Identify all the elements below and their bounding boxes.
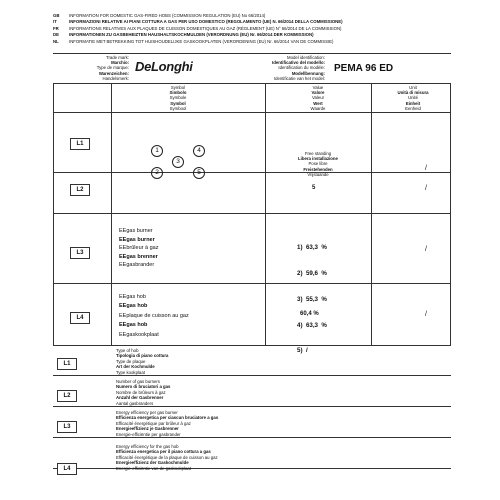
row-value-l2: 5 xyxy=(312,185,316,191)
row-unit-l4: / xyxy=(425,311,427,318)
note-text-l2: Number of gas burners Numero di bruciatori a gas Nombre de brûleurs à gaz Anzahl der Gasbrenner Aantal gasbranders xyxy=(116,379,171,406)
burner-5-marker: 5 xyxy=(193,167,205,179)
burner-3-marker: 3 xyxy=(172,156,184,168)
energy-info-sheet xyxy=(53,0,451,500)
header-line-nl: NL INFORMATIE MET BETREKKING TOT HUISHOUDELIJKE GASKOOKPLATEN (VERORDENING (EU) Nr. 66/2014 VAN DE COMMISSIE) xyxy=(53,38,334,44)
model-value: PEMA 96 ED xyxy=(334,63,394,74)
row-unit-l1: / xyxy=(425,165,427,172)
header-line-gb: GB INFORMATION FOR DOMESTIC GAS-FIRED HOBS (COMMISSION REGULATION (EU) No 66/2014) xyxy=(53,13,266,18)
row-code-l4: L4 xyxy=(70,312,90,324)
burner-1-marker: 1 xyxy=(151,145,163,157)
legend-notes xyxy=(53,348,451,498)
note-text-l3: Energy efficiency per gas burner Efficienza energetica per ciascun bruciatore a gas Efficacité énergétique par brûleur à gaz Energieeffizienz je Gasbrenner Energie-efficiëntie per gasbrander xyxy=(116,410,219,437)
burner-4-marker: 4 xyxy=(193,145,205,157)
col-symbol-header: Symbol Simbolo Symbole Symbol Symbool xyxy=(169,85,187,111)
note-code-l3: L3 xyxy=(57,421,77,433)
burner-layout-diagram xyxy=(151,145,211,185)
note-code-l4: L4 xyxy=(57,463,77,475)
row-value-l1: Free standing Libera installazione Pose libre Freistehenden Vrijstaande xyxy=(298,151,338,177)
note-text-l1: Type of hob Tipologia di piano cottura Type de plaque Art der Kochmulde Type kookplaat xyxy=(116,348,169,375)
header-line-fr: FR INFORMATIONS RELATIVES AUX PLAQUES DE CUISSON DOMESTIQUES AU GAZ (RÈGLEMENT (UE) N° 66/2014 DE LA COMMISSION) xyxy=(53,25,342,31)
note-code-l1: L1 xyxy=(57,358,77,370)
row-code-l1: L1 xyxy=(70,138,90,150)
header-block xyxy=(53,13,451,45)
col-unit-header: Unit Unità di misura Unité Einheit Eenheid xyxy=(397,85,429,111)
row-symbols-l4: EEgas hob EEgas hob EEplaque de cuisson au gaz EEgas hob EEgaskookplaat xyxy=(119,294,189,338)
brand-logo: DeLonghi xyxy=(135,59,193,74)
trade-mark-labels: Trade mark: Marchio: Type de marque: Warenzeichen: Handelsmerk: xyxy=(96,55,129,81)
burner-2-marker: 2 xyxy=(151,167,163,179)
header-line-it: IT INFORMAZIONI RELATIVE AI PIANI COTTURA A GAS PER USO DOMESTICO (REGOLAMENTO (UE) N. 66/2014 DELLA COMMISSIONE) xyxy=(53,19,343,25)
row-value-l4: 60,4 % xyxy=(300,311,319,317)
col-value-header: Value Valore Valeur Wert Waarde xyxy=(310,85,326,111)
values-table xyxy=(53,83,451,355)
row-unit-l2: / xyxy=(425,185,427,192)
row-values-l3: 1) 63,3 % 2) 59,6 % 3) 55,3 % 4) 63,3 % 5) / xyxy=(297,244,327,355)
row-unit-l3: / xyxy=(425,246,427,253)
row-symbols-l3: EEgas burner EEgas burner EEbrûleur à gaz EEgas brenner EEgasbrander xyxy=(119,228,159,269)
header-line-de: DE INFORMATIONEN ZU GASBEHEIZTEN HAUSHALTSKOCHMULDEN (VERORDNUNG (EU) Nr. 66/2014 DER KOMMISSION) xyxy=(53,32,314,38)
model-id-labels: Model identification: Identificativo del modello: Identification du modèle: Modellbennung: Identificatie van het model: xyxy=(272,55,325,81)
row-code-l3: L3 xyxy=(70,247,90,259)
row-code-l2: L2 xyxy=(70,184,90,196)
note-code-l2: L2 xyxy=(57,390,77,402)
note-text-l4: Energy efficiency for the gas hob Efficienza energetica per il piano cottura a gas Efficacité énergétique de la plaque de cuisson au gaz Energieeffizienz der Gaskochmulde Energie-efficiëntie van de gaskookplaat xyxy=(116,444,218,471)
